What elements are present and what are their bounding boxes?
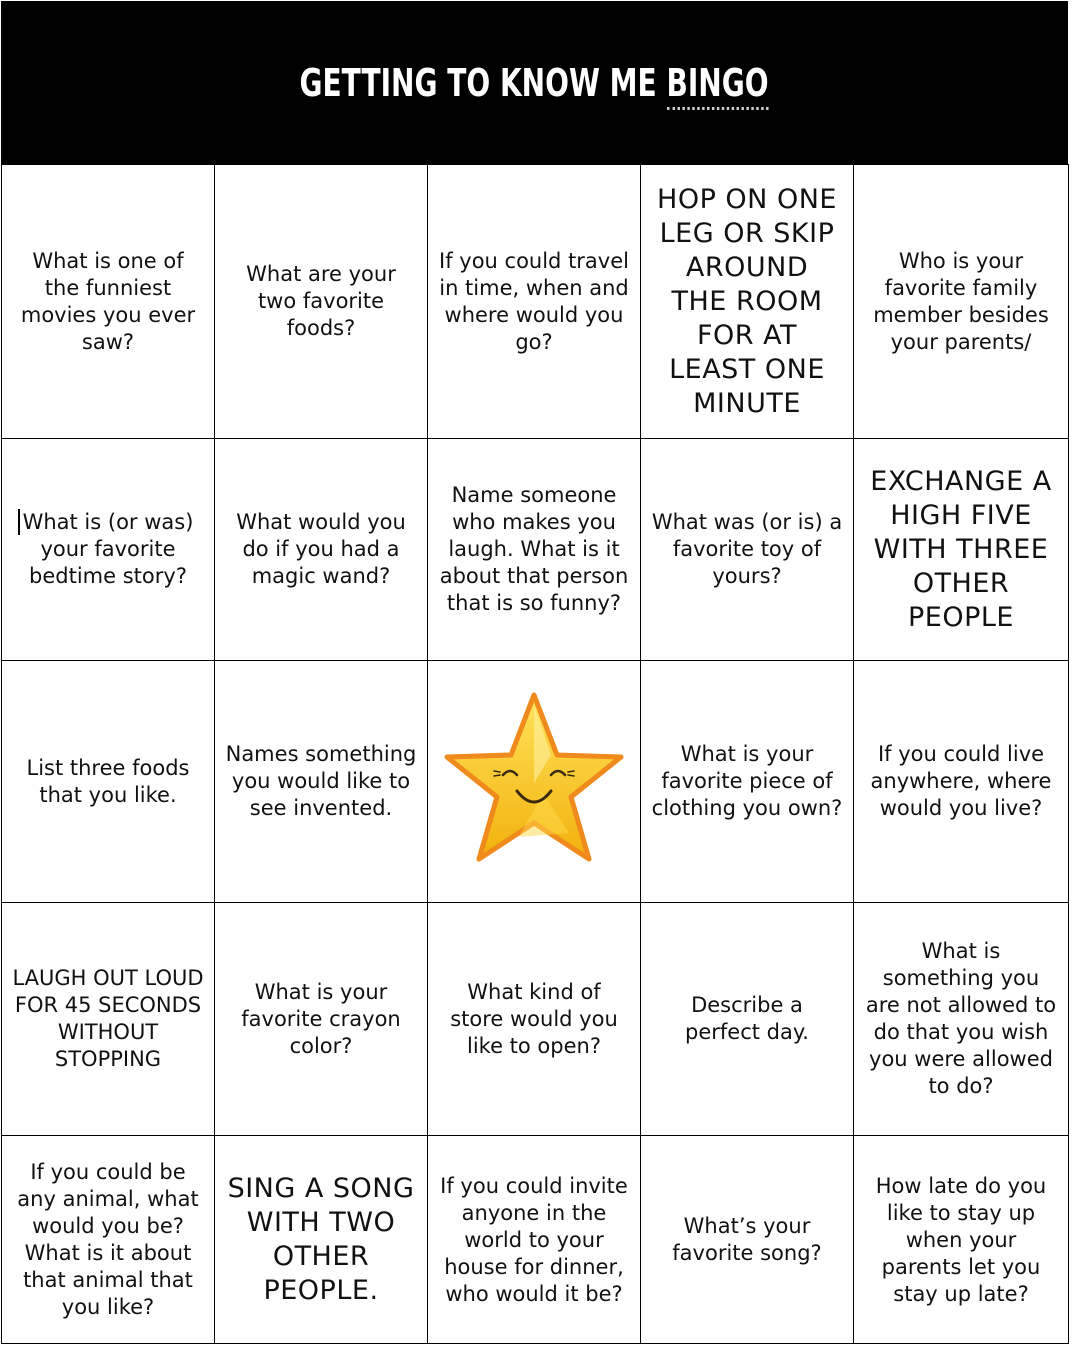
smiling-star-icon [439, 687, 629, 877]
bingo-cell-11[interactable]: List three foods that you like. [2, 660, 215, 902]
bingo-cell-25[interactable]: How late do you like to stay up when your parents let you stay up late? [854, 1135, 1069, 1344]
bingo-cell-9[interactable]: What was (or is) a favorite toy of yours? [641, 438, 854, 660]
bingo-cell-16[interactable]: LAUGH OUT LOUD FOR 45 SECONDS WITHOUT STOPPING [2, 902, 215, 1135]
bingo-cell-15[interactable]: If you could live anywhere, where would you live? [854, 660, 1069, 902]
bingo-cell-10[interactable]: EXCHANGE A HIGH FIVE WITH THREE OTHER PEOPLE [854, 438, 1069, 660]
bingo-cell-17[interactable]: What is your favorite crayon color? [215, 902, 428, 1135]
bingo-cell-5[interactable]: Who is your favorite family member besides your parents/ [854, 164, 1069, 438]
bingo-cell-21[interactable]: If you could be any animal, what would you be? What is it about that animal that you like? [2, 1135, 215, 1344]
free-space-cell[interactable] [428, 660, 641, 902]
page-title [300, 61, 769, 105]
bingo-cell-1[interactable]: What is one of the funniest movies you ever saw? [2, 164, 215, 438]
bingo-cell-8[interactable]: Name someone who makes you laugh. What is it about that person that is so funny? [428, 438, 641, 660]
bingo-cell-18[interactable]: What kind of store would you like to open? [428, 902, 641, 1135]
bingo-cell-2[interactable]: What are your two favorite foods? [215, 164, 428, 438]
title-main: GETTING TO KNOW ME [299, 60, 667, 105]
text-cursor [18, 509, 20, 535]
bingo-cell-4[interactable]: HOP ON ONE LEG OR SKIP AROUND THE ROOM FOR AT LEAST ONE MINUTE [641, 164, 854, 438]
bingo-cell-20[interactable]: What is something you are not allowed to do that you wish you were allowed to do? [854, 902, 1069, 1135]
header-banner [1, 1, 1068, 164]
bingo-cell-3[interactable]: If you could travel in time, when and where would you go? [428, 164, 641, 438]
bingo-cell-6[interactable]: What is (or was) your favorite bedtime story? [2, 438, 215, 660]
bingo-cell-22[interactable]: SING A SONG WITH TWO OTHER PEOPLE. [215, 1135, 428, 1344]
title-accent: BINGO [667, 61, 769, 110]
bingo-cell-19[interactable]: Describe a perfect day. [641, 902, 854, 1135]
bingo-grid [1, 164, 1068, 1344]
bingo-cell-14[interactable]: What is your favorite piece of clothing you own? [641, 660, 854, 902]
bingo-cell-24[interactable]: What’s your favorite song? [641, 1135, 854, 1344]
bingo-cell-23[interactable]: If you could invite anyone in the world to your house for dinner, who would it be? [428, 1135, 641, 1344]
bingo-cell-12[interactable]: Names something you would like to see invented. [215, 660, 428, 902]
bingo-cell-7[interactable]: What would you do if you had a magic wand? [215, 438, 428, 660]
